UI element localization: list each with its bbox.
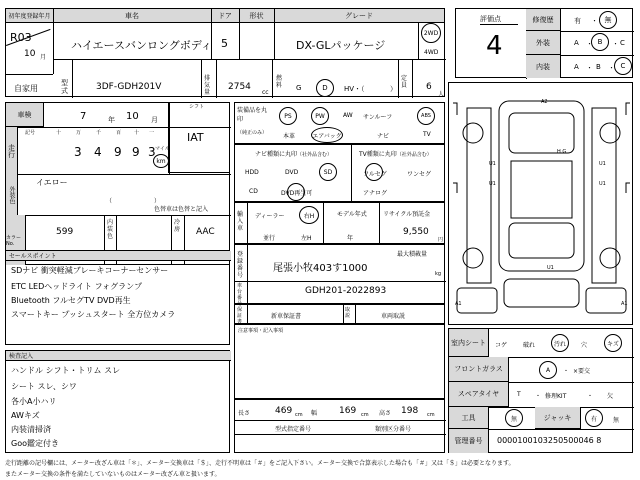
jack-no: 無 (613, 417, 620, 424)
ext-b: B (597, 38, 603, 46)
spare-t: T (517, 391, 521, 398)
interior-header: 内装 (526, 55, 561, 78)
ext-dot1: ・ (586, 40, 593, 48)
sales-points-label: セールスポイント (6, 251, 231, 261)
door-header: ドア (211, 9, 239, 23)
cc-unit: cc (262, 89, 269, 96)
tools-none: 無 (510, 415, 517, 423)
model-year-label: モデル年式 (337, 211, 367, 218)
int-dot2: ・ (608, 64, 615, 72)
seat-yogore-circle (551, 334, 569, 352)
equip-abs-circle (417, 107, 435, 125)
sales-points-block (5, 250, 230, 345)
unit-man: 万 (76, 130, 82, 136)
inspection-month: 10 (126, 111, 139, 122)
mileage-d3: 9 (114, 145, 122, 159)
diagram-label-a1-a: A1 (455, 301, 462, 307)
mileage-d4: 9 (132, 145, 140, 159)
mileage-label (6, 127, 18, 174)
navi-dvd-play-circle (287, 183, 305, 201)
unit-10man: 十 (56, 130, 62, 136)
import-block (234, 202, 445, 244)
equip-abs: ABS (421, 113, 431, 119)
max-load-unit: kg (435, 271, 442, 277)
equip-leather: 本革 (283, 133, 296, 140)
registration-number: 尾張小牧403す1000 (273, 263, 368, 274)
spare-kit: 修理KIT (545, 393, 567, 400)
seat-yabure: 破れ (523, 342, 536, 349)
length-value: 469 (275, 406, 293, 416)
fuel-close: ） (390, 85, 397, 93)
front-glass-label: フロントガラス (449, 357, 509, 382)
tv-label-text: TV種類に丸印 (359, 151, 397, 158)
width-unit: cm (361, 412, 369, 418)
ext-c: C (620, 39, 625, 47)
registration-label: 登録番号 (237, 251, 244, 279)
note-line-4: AWキズ (11, 411, 40, 420)
chassis-number: GDH201-2022893 (305, 286, 387, 296)
unit-sen: 千 (96, 130, 102, 136)
recycle-label: リサイクル預託金 (383, 211, 431, 218)
unit-ichi: 一 (149, 130, 155, 136)
navi-hdd: HDD (245, 169, 259, 176)
ext-b-circle (591, 33, 609, 51)
score-label: 評価点 (480, 15, 501, 23)
jack-yes: 有 (590, 415, 597, 423)
import-right-circle (299, 206, 319, 224)
equip-pw: PW (315, 112, 325, 120)
navi-dvd: DVD (285, 169, 299, 176)
ext-dot2: ・ (612, 40, 619, 48)
manage-label: 管理番号 (449, 429, 489, 453)
ac-value: AAC (196, 227, 215, 237)
equip-pw-circle (311, 107, 329, 125)
glass-replace: ×要交 (573, 368, 591, 375)
diagram-label-u1-d: U1 (599, 181, 606, 187)
diagram-label-u1-a: U1 (489, 161, 496, 167)
tv-fullseg: フルセグ (363, 171, 387, 178)
unit-juu: 十 (134, 130, 140, 136)
import-dealer: ディーラー (255, 213, 285, 220)
ext-a: A (574, 39, 579, 47)
equip-aw: AW (343, 112, 353, 119)
inspection-year-unit: 年 (108, 116, 115, 124)
exterior-header: 外装 (526, 31, 561, 55)
equipment-block (234, 102, 445, 144)
class-label: 類別区分番号 (375, 426, 412, 433)
shift-label: シフト (189, 104, 205, 110)
diagram-label-u1-e: U1 (547, 265, 554, 271)
footer-line-1: 走行距離の記号欄には、メーター改ざん車は「＊」、メーター交換車は「＄」、走行不明車は「＃」をご記入下さい。メーター交換で合算表示した場合も「＃」又は「＄」は必要となります。 (5, 460, 515, 467)
registration-block (234, 244, 445, 307)
month-unit: 月 (40, 54, 47, 61)
height-value: 198 (401, 406, 419, 416)
warranty-block (234, 304, 445, 324)
inspection-year: 7 (80, 111, 87, 122)
equip-tv: TV (423, 131, 431, 138)
capacity-label: 定員 (401, 75, 408, 89)
seat-kizu-circle (604, 334, 622, 352)
int-color-label: 内装色 (107, 219, 114, 240)
width-value: 169 (339, 406, 357, 416)
equip-airbag-circle (311, 127, 343, 143)
width-label: 幅 (311, 410, 318, 417)
drive-2wd: 2WD (423, 29, 439, 37)
diagram-label-u1-c: U1 (599, 161, 606, 167)
unit-hyaku: 百 (116, 130, 122, 136)
equipment-sub: （純正のみ） (237, 130, 268, 136)
seat-yogore: 汚れ (553, 340, 566, 348)
diagram-label-a1-b: A1 (621, 301, 628, 307)
navi-label (255, 149, 332, 158)
note-line-5: 内装清掃済 (11, 425, 51, 434)
tv-analog: アナログ (363, 190, 388, 197)
inspector-notes-label: 検査記入 (6, 351, 231, 361)
mileage-d5: 3 (148, 145, 156, 159)
reg-month: 10 (24, 49, 36, 59)
inspection-month-unit: 月 (151, 116, 158, 124)
navi-dvd-play: DVD再生可 (281, 190, 313, 197)
manual-value: 車両取説 (381, 313, 406, 320)
condition-block (448, 328, 633, 453)
manage-number: 0000100103250500046 8 (497, 436, 602, 445)
tools-none-circle (505, 409, 523, 427)
glass-a: A (545, 366, 551, 374)
seat-koge: コゲ (495, 342, 508, 349)
model-code: 3DF-GDH201V (96, 82, 162, 92)
equip-airbag: エアバック (312, 132, 342, 140)
jack-yes-circle (585, 409, 603, 427)
reg-date-header: 初年度登録年月 (6, 9, 53, 23)
fuel-hv: HV・（ (344, 85, 365, 93)
reg-year: R03 (10, 31, 32, 44)
warranty-label: 保証書 (237, 307, 243, 325)
jack-label: ジャッキ (535, 407, 581, 429)
repair-yes: 有 (574, 17, 581, 25)
int-c-circle (614, 57, 632, 75)
import-label: 輸入車 (237, 211, 244, 232)
glass-dot: ・ (563, 368, 570, 375)
drive-4wd: 4WD (424, 49, 439, 56)
interior-seat-label: 室内シート (449, 329, 489, 357)
note-line-6: Goo鑑定付き (11, 439, 59, 448)
height-label: 高さ (379, 410, 392, 417)
equip-ps-circle (279, 107, 297, 125)
color-value: イエロー (36, 178, 68, 187)
shift-block (168, 102, 230, 173)
score-value: 4 (486, 31, 503, 61)
int-b: B (596, 63, 601, 71)
note-line-3: 各小A小ハリ (11, 397, 57, 406)
height-unit: cm (427, 412, 435, 418)
mileage-d1: 3 (74, 145, 82, 159)
fuel-g: G (296, 84, 302, 92)
tools-label: 工具 (449, 407, 489, 429)
color-label-text: 外装色 (8, 185, 15, 204)
seat-ana: 穴 (581, 342, 588, 349)
navi-label-text: ナビ種類に丸印 (255, 151, 298, 158)
header-block (5, 8, 445, 97)
int-c: C (620, 62, 626, 70)
spare-label: スペアタイヤ (449, 382, 509, 407)
model-label: 型式 (61, 79, 68, 95)
fuel-d-circle (316, 79, 334, 97)
tv-oneseg: ワンセグ (407, 171, 432, 178)
seat-kizu: キズ (607, 340, 619, 348)
glass-a-circle (539, 361, 557, 379)
note-line-1: ハンドル シフト・トリム スレ (11, 366, 121, 375)
door-count: 5 (221, 37, 228, 50)
length-unit: cm (295, 412, 303, 418)
color-note: 色替車は色替と記入 (154, 206, 209, 213)
displacement-value: 2754 (228, 82, 251, 92)
max-load-label: 最大積載量 (397, 251, 428, 258)
capacity-unit: 人 (438, 91, 445, 98)
fuel-d: D (322, 84, 328, 92)
navi-tv-block (234, 144, 445, 202)
diagram-label-u1-b: U1 (489, 181, 496, 187)
tv-label (359, 149, 432, 158)
import-parallel: 並行 (263, 235, 276, 242)
shape-header: 形状 (239, 9, 274, 23)
equipment-label: 装備品を丸印 (237, 107, 268, 123)
model-spec-label: 型式指定番号 (275, 426, 312, 433)
mileage-d2: 4 (94, 145, 102, 159)
km-circle (153, 154, 169, 168)
spare-none: 欠 (607, 393, 614, 400)
shift-value: IAT (187, 131, 204, 144)
color-label (6, 174, 18, 215)
navi-cd: CD (249, 188, 258, 195)
equip-navi: ナビ (377, 133, 390, 140)
car-name: ハイエースバンロングボディ (71, 39, 212, 52)
inspector-notes-block (5, 350, 230, 453)
sales-line-4: スマートキー プッシュスタート 全方位カメラ (11, 310, 176, 319)
warranty-value: 新車保証書 (271, 313, 302, 320)
grade-header: グレード (274, 9, 444, 23)
color-paren: （ ） (106, 198, 161, 205)
import-left: 左H (301, 235, 312, 242)
navi-sd-circle (319, 163, 337, 181)
ac-label: 冷房 (174, 219, 181, 233)
grade-value: DX-GLパッケージ (296, 39, 386, 52)
import-right: 右H (303, 212, 315, 220)
color-no-value: 599 (56, 227, 74, 237)
sales-line-3: Bluetooth フルセグTV DVD再生 (11, 296, 131, 305)
mileage-label-text: 走行 (7, 143, 16, 158)
inspection-label: 車検 (6, 103, 44, 127)
mile-unit: マイル (155, 146, 170, 152)
color-no-label: カラーNo. (6, 215, 26, 265)
displacement-label: 排気量 (204, 75, 211, 96)
sales-line-2: ETC LEDヘッドライト フォグランプ (11, 282, 143, 291)
tv-label-sub: （社外品含む） (396, 152, 432, 158)
sales-line-1: SDナビ 衝突軽減ブレーキコーナーセンサー (11, 266, 169, 275)
drive-2wd-circle (421, 23, 441, 43)
int-dot1: ・ (586, 64, 593, 72)
spare-dot2: ・ (587, 393, 594, 400)
chassis-label: 車台番号 (237, 283, 243, 307)
km-unit: km (156, 157, 166, 165)
car-outline-diagram (449, 83, 634, 326)
capacity-value: 6 (426, 82, 432, 92)
length-label: 長さ (238, 410, 251, 417)
int-a: A (574, 63, 579, 71)
manual-label: 取説 (345, 307, 351, 319)
notes-block (234, 324, 445, 399)
car-diagram-block (448, 82, 633, 325)
recycle-amount: 9,550 (403, 227, 429, 237)
repair-header: 修復歴 (526, 9, 561, 31)
diagram-label-hg: H G (557, 149, 567, 155)
equip-sunroof: サンルーフ (363, 114, 393, 121)
navi-sd: SD (323, 168, 333, 176)
repair-no-circle (599, 11, 617, 29)
repair-no: 無 (604, 16, 612, 24)
note-line-2: シート スレ、シワ (11, 382, 77, 391)
repair-dot: ・ (591, 17, 598, 25)
footer-line-2: またメーター交換の条件を満たしていないものはメーター改ざん車と扱います。 (5, 471, 221, 478)
car-name-header: 車名 (53, 9, 211, 23)
navi-label-sub: （社外品含む） (297, 152, 333, 158)
equip-ps: PS (284, 112, 292, 120)
fuel-label: 燃料 (276, 75, 283, 89)
dimensions-block (234, 399, 445, 453)
use-type: 自家用 (14, 84, 38, 93)
mileage-note: 記号 (25, 130, 36, 136)
model-year-unit: 年 (347, 235, 354, 242)
diagram-label-a2: A2 (541, 99, 548, 105)
recycle-yen: 円 (438, 237, 444, 243)
notes-label: 注意事項・記入事項 (238, 328, 284, 334)
score-block (455, 8, 633, 78)
spare-dot1: ・ (535, 393, 542, 400)
tv-fullseg-circle (365, 163, 383, 181)
